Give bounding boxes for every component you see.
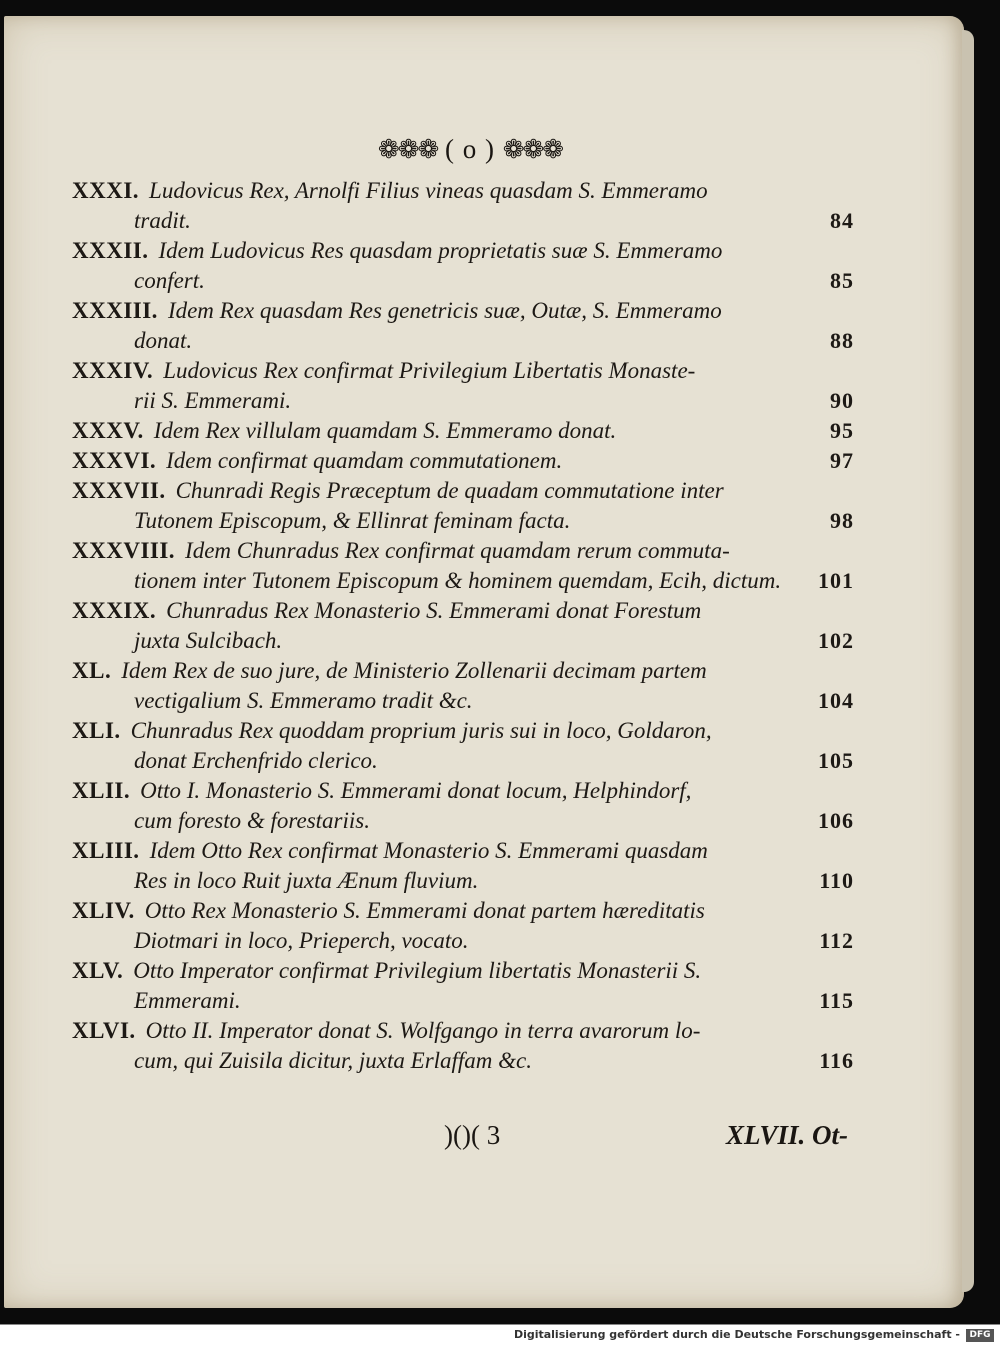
toc-entry <box>72 356 862 416</box>
toc-entry <box>72 536 862 596</box>
entry-text: Otto II. Imperator donat S. Wolfgango in terra avarorum lo- <box>145 1018 701 1043</box>
entry-page-number: 105 <box>818 748 854 773</box>
catchword: XLVII. Ot- <box>726 1120 849 1150</box>
entry-page-number: 84 <box>830 208 854 233</box>
entry-text: Idem Otto Rex confirmat Monasterio S. Emmerami quasdam <box>149 838 708 863</box>
entry-continuation: cum foresto & forestariis. <box>134 808 370 833</box>
entry-text: Otto Imperator confirmat Privilegium libertatis Monasterii S. <box>133 958 702 983</box>
toc-entry <box>72 656 862 716</box>
entry-page-number: 95 <box>830 418 854 443</box>
entry-continuation: Res in loco Ruit juxta Ænum fluvium. <box>134 868 479 893</box>
entry-text: Chunradi Regis Præceptum de quadam commutatione inter <box>175 478 724 503</box>
entry-number: XL. <box>72 658 112 683</box>
entry-text: Ludovicus Rex confirmat Privilegium Libertatis Monaste- <box>163 358 696 383</box>
toc-entry <box>72 896 862 956</box>
entry-text: Idem Ludovicus Res quasdam proprietatis suæ S. Emmeramo <box>158 238 723 263</box>
credit-text: Digitalisierung gefördert durch die Deutsche Forschungsgemeinschaft - <box>513 1328 960 1341</box>
entry-continuation: donat. <box>134 328 193 353</box>
entry-text: Idem Rex quasdam Res genetricis suæ, Outæ, S. Emmeramo <box>167 298 722 323</box>
toc-entry <box>72 596 862 656</box>
entry-page-number: 112 <box>819 928 854 953</box>
entry-page-number: 101 <box>818 568 854 593</box>
entry-continuation: Diotmari in loco, Prieperch, vocato. <box>134 928 469 953</box>
toc-entry <box>72 416 862 446</box>
entry-number: XLV. <box>72 958 124 983</box>
entry-page-number: 85 <box>830 268 854 293</box>
entry-page-number: 106 <box>818 808 854 833</box>
entry-page-number: 88 <box>830 328 854 353</box>
entry-number: XXXIII. <box>72 298 158 323</box>
entry-continuation: juxta Sulcibach. <box>134 628 283 653</box>
entry-number: XXXIV. <box>72 358 154 383</box>
toc-entry <box>72 176 862 236</box>
toc-entry <box>72 236 862 296</box>
credit-bar <box>0 1324 1000 1347</box>
entry-page-number: 110 <box>819 868 854 893</box>
entry-continuation: vectigalium S. Emmeramo tradit &c. <box>134 688 473 713</box>
entry-continuation: Emmerami. <box>134 988 241 1013</box>
entry-continuation: rii S. Emmerami. <box>134 388 292 413</box>
entry-continuation: Tutonem Episcopum, & Ellinrat feminam facta. <box>134 508 571 533</box>
toc-entry <box>72 956 862 1016</box>
toc-entry <box>72 776 862 836</box>
page-edge <box>962 30 974 1292</box>
entry-number: XXXVII. <box>72 478 166 503</box>
toc-entry <box>72 446 862 476</box>
entry-continuation: cum, qui Zuisila dicitur, juxta Erlaffam &c. <box>134 1048 533 1073</box>
toc-entry <box>72 836 862 896</box>
entry-number: XXXI. <box>72 178 140 203</box>
entry-text: Idem Rex villulam quamdam S. Emmeramo donat. <box>153 418 617 443</box>
entry-page-number: 97 <box>830 448 854 473</box>
toc-entry <box>72 296 862 356</box>
entry-text: Chunradus Rex quoddam proprium juris sui in loco, Goldaron, <box>130 718 712 743</box>
entry-text: Idem Chunradus Rex confirmat quamdam rerum commuta- <box>185 538 730 563</box>
dfg-logo: DFG <box>966 1329 994 1342</box>
entry-continuation: tionem inter Tutonem Episcopum & hominem quemdam, Ecih, dictum. <box>134 568 782 593</box>
signature-mark: )()( 3 <box>444 1120 501 1150</box>
entry-text: Idem confirmat quamdam commutationem. <box>166 448 563 473</box>
header-text: ( o ) <box>445 134 495 164</box>
entry-continuation: donat Erchenfrido clerico. <box>134 748 378 773</box>
entry-number: XLII. <box>72 778 131 803</box>
entry-text: Otto Rex Monasterio S. Emmerami donat partem hæreditatis <box>144 898 705 923</box>
toc-entry <box>72 1016 862 1076</box>
page-header <box>0 134 940 165</box>
entry-number: XLI. <box>72 718 121 743</box>
entry-page-number: 102 <box>818 628 854 653</box>
entry-number: XLIII. <box>72 838 140 863</box>
entry-number: XXXIX. <box>72 598 157 623</box>
toc-entry <box>72 716 862 776</box>
ornament-left: ❁❁❁ <box>377 135 438 164</box>
entry-number: XXXVIII. <box>72 538 176 563</box>
entry-page-number: 115 <box>819 988 854 1013</box>
entry-page-number: 90 <box>830 388 854 413</box>
entry-text: Ludovicus Rex, Arnolfi Filius vineas quasdam S. Emmeramo <box>149 178 708 203</box>
entry-text: Chunradus Rex Monasterio S. Emmerami donat Forestum <box>166 598 702 623</box>
toc-entry <box>72 476 862 536</box>
entry-text: Otto I. Monasterio S. Emmerami donat locum, Helphindorf, <box>140 778 692 803</box>
entry-number: XXXV. <box>72 418 144 443</box>
entry-text: Idem Rex de suo jure, de Ministerio Zollenarii decimam partem <box>121 658 707 683</box>
entry-continuation: confert. <box>134 268 205 293</box>
entry-number: XXXII. <box>72 238 149 263</box>
entry-number: XLVI. <box>72 1018 136 1043</box>
entry-list <box>72 176 862 1076</box>
entry-continuation: tradit. <box>134 208 191 233</box>
entry-number: XXXVI. <box>72 448 157 473</box>
entry-number: XLIV. <box>72 898 135 923</box>
entry-page-number: 104 <box>818 688 854 713</box>
ornament-right: ❁❁❁ <box>502 135 563 164</box>
entry-page-number: 116 <box>819 1048 854 1073</box>
entry-page-number: 98 <box>830 508 854 533</box>
